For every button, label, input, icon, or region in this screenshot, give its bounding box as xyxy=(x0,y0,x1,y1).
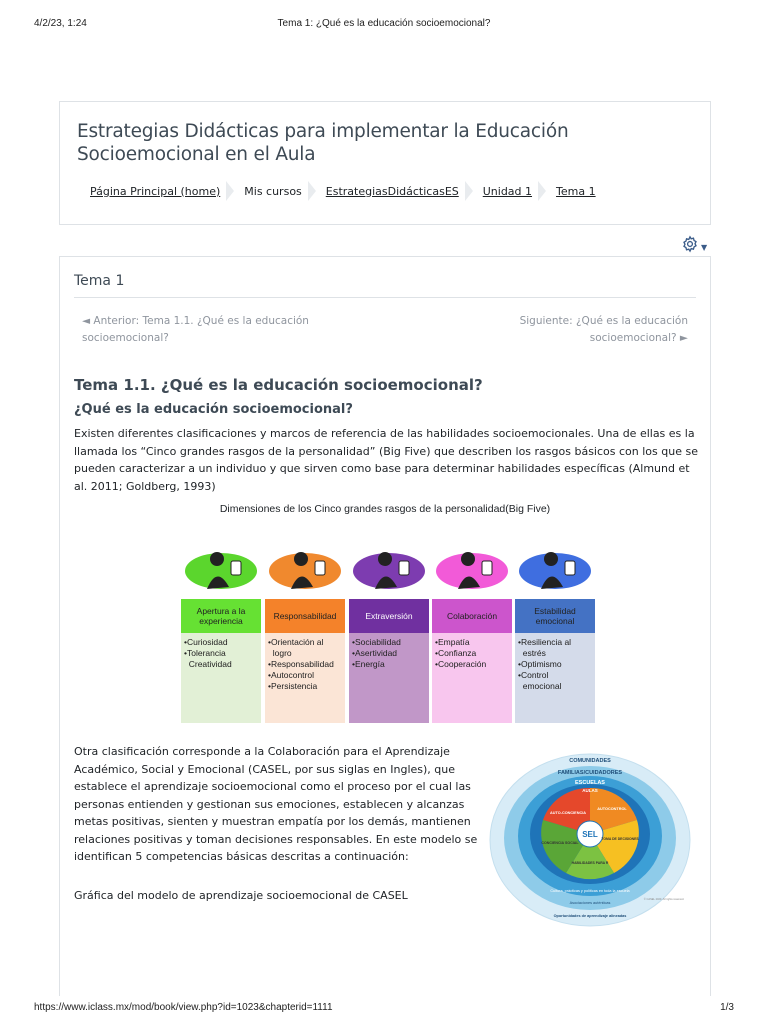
big-five-heading: Colaboración xyxy=(432,599,512,633)
previous-label: ◄ Anterior: xyxy=(82,315,143,327)
trait-item: •Tolerancia xyxy=(184,648,226,658)
big-five-heading: Apertura a la experiencia xyxy=(181,599,261,633)
breadcrumb-separator xyxy=(308,180,320,202)
print-url: https://www.iclass.mx/mod/book/view.php?id=1023&chapterid=1111 xyxy=(34,1002,333,1013)
breadcrumb-topic[interactable]: Tema 1 xyxy=(556,184,596,198)
next-label: Siguiente: xyxy=(519,315,576,327)
print-title: Tema 1: ¿Qué es la educación socioemocional? xyxy=(277,18,491,29)
segment-label-decisions: TOMA DE DECISIONES xyxy=(601,837,639,841)
band-label-opportunities: Oportunidades de aprendizaje alineadas xyxy=(553,914,627,918)
figure-title: Dimensiones de los Cinco grandes rasgos de la personalidad(Big Five) xyxy=(219,503,551,515)
big-five-heading: Estabilidad emocional xyxy=(515,599,595,633)
casel-paragraph: Otra clasificación corresponde a la Colaboración para el Aprendizaje Académico, Social y Emocional (CASEL, por sus siglas en Ingles), que establece el aprendizaje socioemocional como el proceso por el cual las personas entienden y gestionan sus emociones, establecen y alcanzas metas positivas, sienten y muestran empatía por los demás, mantienen relaciones positivas y toman decisiones responsables. En este modelo se identifican 5 competencias básicas descritas a continuación: xyxy=(74,745,478,863)
breadcrumb-separator xyxy=(226,180,238,202)
breadcrumb-unit[interactable]: Unidad 1 xyxy=(482,184,533,198)
course-title: Estrategias Didácticas para implementar la Educación Socioemocional en el Aula xyxy=(77,121,569,165)
trait-item: •Empatía xyxy=(435,637,470,647)
illustration xyxy=(432,543,512,591)
big-five-column xyxy=(432,543,512,723)
ring-label-classrooms: AULAS xyxy=(582,788,598,793)
big-five-column xyxy=(515,543,595,723)
settings-menu-button[interactable] xyxy=(681,234,709,254)
gear-icon xyxy=(681,235,699,253)
trait-item: •Optimismo xyxy=(518,659,562,669)
illustration xyxy=(181,543,261,591)
ring-label-schools: ESCUELAS xyxy=(575,780,605,786)
breadcrumb-course[interactable]: EstrategiasDidácticasES xyxy=(325,184,459,198)
breadcrumb-separator xyxy=(538,180,550,202)
breadcrumb-my-courses[interactable]: Mis cursos xyxy=(244,184,302,198)
big-five-heading: Responsabilidad xyxy=(265,599,345,633)
big-five-column xyxy=(349,543,429,723)
previous-chapter-link[interactable] xyxy=(82,313,322,347)
section-heading: ¿Qué es la educación socioemocional? xyxy=(74,402,353,417)
book-content xyxy=(59,256,711,996)
next-chapter-title: ¿Qué es la educación socioemocional? ► xyxy=(575,315,688,344)
page-header xyxy=(59,101,711,225)
trait-item: Creatividad xyxy=(184,659,232,669)
trait-item: •Sociabilidad xyxy=(352,637,401,647)
casel-caption: Gráfica del modelo de aprendizaje socioemocional de CASEL xyxy=(74,889,408,902)
trait-item: •Resiliencia al xyxy=(518,637,572,647)
segment-label-relationships: HABILIDADES PARA R xyxy=(571,861,609,865)
segment-label-self-management: AUTOCONTROL xyxy=(597,807,627,811)
print-date: 4/2/23, 1:24 xyxy=(34,18,87,29)
previous-chapter-title: Tema 1.1. ¿Qué es la educación socioemocional? xyxy=(82,315,309,344)
big-five-traits xyxy=(349,633,429,723)
illustration xyxy=(265,543,345,591)
trait-item: •Cooperación xyxy=(435,659,487,669)
big-five-traits xyxy=(265,633,345,723)
big-five-traits xyxy=(515,633,595,723)
trait-item: •Responsabilidad xyxy=(268,659,334,669)
casel-wheel-figure xyxy=(488,752,692,932)
big-five-heading: Extraversión xyxy=(349,599,429,633)
trait-item: estrés xyxy=(518,648,546,658)
book-title: Tema 1 xyxy=(74,273,125,289)
trait-item: •Curiosidad xyxy=(184,637,228,647)
trait-item: •Control xyxy=(518,670,549,680)
trait-item: •Autocontrol xyxy=(268,670,314,680)
intro-paragraph: Existen diferentes clasificaciones y marcos de referencia de las habilidades socioemocionales. Una de ellas es la llamada los “Cinco grandes rasgos de la personalidad” (Big Five) que describen los rasgos básicos con los que se pueden caracterizar a un individuo y que sirven como base para determinar habilidades específicas (Almund et al. 2011; Goldberg, 1993) xyxy=(74,427,698,493)
trait-item: •Orientación al xyxy=(268,637,324,647)
chevron-down-icon: ▼ xyxy=(701,243,708,252)
ring-label-communities: COMUNIDADES xyxy=(569,758,611,764)
big-five-traits xyxy=(181,633,261,723)
segment-label-social-awareness: CONCIENCIA SOCIAL xyxy=(541,841,579,845)
trait-item: •Persistencia xyxy=(268,681,318,691)
sel-center-label: SEL xyxy=(582,830,598,839)
illustration xyxy=(349,543,429,591)
band-label-culture: Cultura, prácticas y políticas en toda la escuela xyxy=(550,889,630,893)
trait-item: logro xyxy=(268,648,292,658)
ring-label-families: FAMILIAS/CUIDADORES xyxy=(557,770,623,776)
chapter-heading: Tema 1.1. ¿Qué es la educación socioemocional? xyxy=(74,376,483,394)
next-chapter-link[interactable] xyxy=(488,313,688,347)
big-five-traits xyxy=(432,633,512,723)
big-five-column xyxy=(265,543,345,723)
divider xyxy=(74,297,696,298)
trait-item: •Asertividad xyxy=(352,648,398,658)
breadcrumb-separator xyxy=(465,180,477,202)
trait-item: •Confianza xyxy=(435,648,477,658)
breadcrumb xyxy=(90,180,596,202)
breadcrumb-home[interactable]: Página Principal (home) xyxy=(90,184,221,198)
trait-item: emocional xyxy=(518,681,562,691)
trait-item: •Energía xyxy=(352,659,385,669)
copyright-credit: © CASEL 2020. All rights reserved. xyxy=(643,898,685,901)
big-five-column xyxy=(181,543,261,723)
illustration xyxy=(515,543,595,591)
segment-label-self-awareness: AUTO-CONCIENCIA xyxy=(550,811,586,815)
band-label-partnerships: Asociaciones auténticas xyxy=(569,901,611,905)
print-page-number: 1/3 xyxy=(720,1002,734,1013)
